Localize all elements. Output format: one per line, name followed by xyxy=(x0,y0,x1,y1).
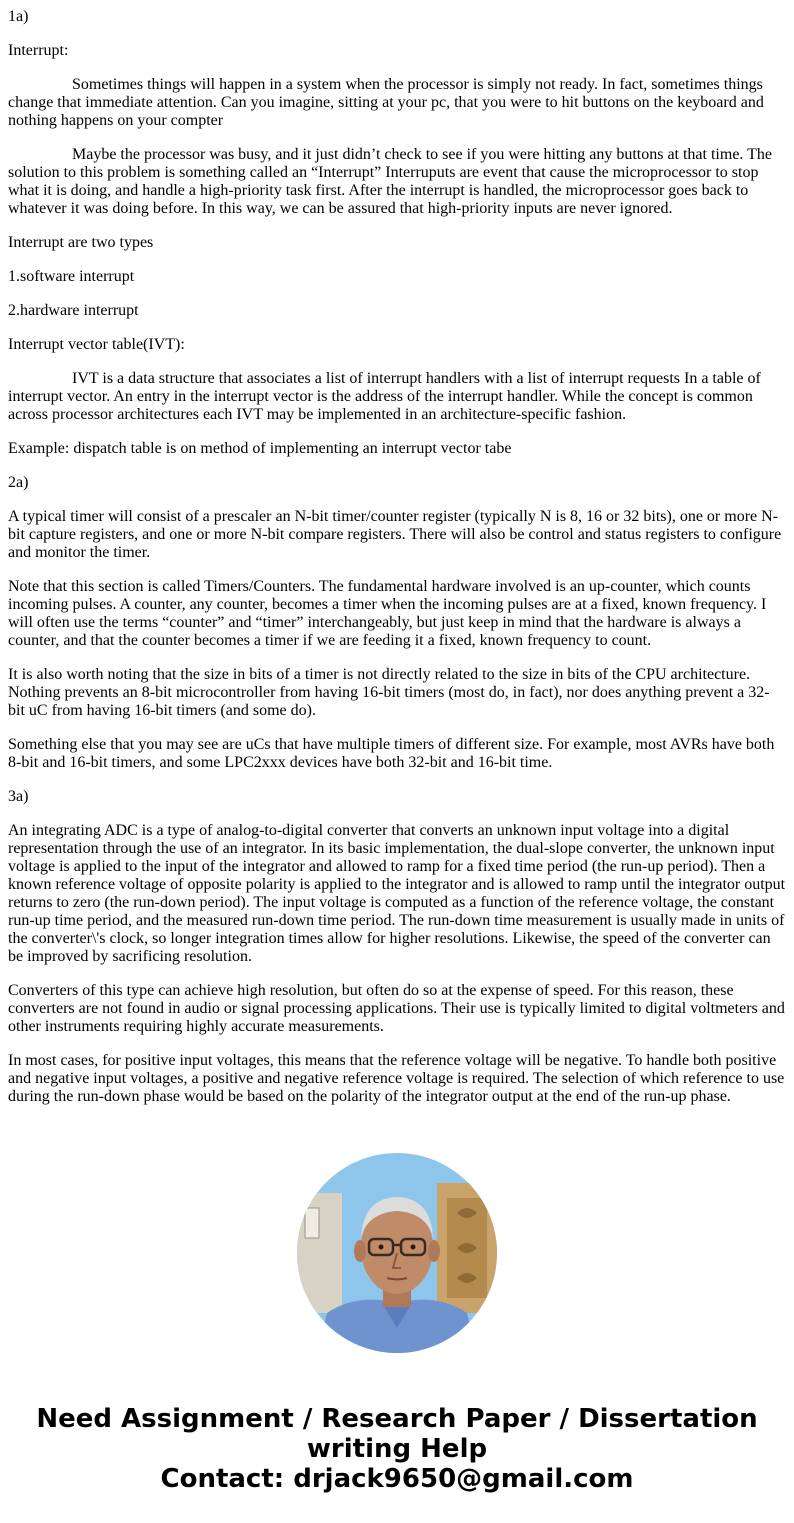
paragraph-timer-size: It is also worth noting that the size in bits of a timer is not directly related to the size in bits of the CPU architecture. Nothing prevents an 8-bit microcontroller from having 16-bit timers (most do, in fact), nor does anything prevent a 32-bit uC from having 16-bit timers (and some do). xyxy=(8,666,770,719)
promo-line-1: Need Assignment / Research Paper / Dissertation xyxy=(36,1404,758,1434)
paragraph-adc-resolution: Converters of this type can achieve high resolution, but often do so at the expense of speed. For this reason, these converters are not found in audio or signal processing applications. Their use is typically limited to digital voltmeters and other instruments requiring highly accurate measurements. xyxy=(8,982,785,1035)
heading-2a: 2a) xyxy=(8,474,29,491)
list-item-hardware-interrupt: 2.hardware interrupt xyxy=(8,302,139,319)
promo-banner xyxy=(0,1404,794,1494)
promo-contact: Contact: drjack9650@gmail.com xyxy=(160,1464,634,1494)
paragraph-ivt: IVT is a data structure that associates a list of interrupt handlers with a list of interrupt requests In a table of interrupt vector. An entry in the interrupt vector is the address of the interrupt handler. While the concept is common across processor architectures each IVT may be implemented in an architecture-specific fashion. xyxy=(8,370,761,423)
heading-1a: 1a) xyxy=(8,8,29,25)
paragraph-interrupt-types: Interrupt are two types xyxy=(8,234,154,251)
heading-ivt: Interrupt vector table(IVT): xyxy=(8,336,185,353)
paragraph-timer-structure: A typical timer will consist of a prescaler an N-bit timer/counter register (typically N is 8, 16 or 32 bits), one or more N-bit capture registers, and one or more N-bit compare registers. There will also be control and status registers to configure and monitor the timer. xyxy=(8,508,782,561)
heading-3a: 3a) xyxy=(8,788,29,805)
author-portrait-icon xyxy=(297,1153,497,1353)
heading-interrupt: Interrupt: xyxy=(8,42,69,59)
paragraph-ivt-example: Example: dispatch table is on method of implementing an interrupt vector tabe xyxy=(8,440,512,457)
list-item-software-interrupt: 1.software interrupt xyxy=(8,268,135,285)
paragraph-multiple-timers: Something else that you may see are uCs that have multiple timers of different size. For example, most AVRs have both 8-bit and 16-bit timers, and some LPC2xxx devices have both 32-bit and 16-bit time. xyxy=(8,736,775,771)
author-avatar xyxy=(297,1153,497,1353)
promo-line-2: writing Help xyxy=(306,1434,488,1464)
paragraph-integrating-adc: An integrating ADC is a type of analog-to-digital converter that converts an unknown input voltage into a digital representation through the use of an integrator. In its basic implementation, the dual-slope converter, the unknown input voltage is applied to the input of the integrator and allowed to ramp for a fixed time period (the run-up period). Then a known reference voltage of opposite polarity is applied to the integrator and is allowed to ramp until the integrator output returns to zero (the run-down period). The input voltage is computed as a function of the reference voltage, the constant run-up time period, and the measured run-down time period. The run-down time measurement is usually made in units of the converter\'s clock, so longer integration times allow for higher resolutions. Likewise, the speed of the converter can be improved by sacrificing resolution. xyxy=(8,822,786,965)
document-body xyxy=(8,0,786,1122)
paragraph-timers-counters: Note that this section is called Timers/Counters. The fundamental hardware involved is an up-counter, which counts incoming pulses. A counter, any counter, becomes a timer when the incoming pulses are at a fixed, known frequency. I will often use the terms “counter” and “timer” interchangeably, but just keep in mind that the hardware is always a counter, and that the counter becomes a timer if we are feeding it a fixed, known frequency to count. xyxy=(8,578,767,649)
paragraph-interrupt-solution: Maybe the processor was busy, and it just didn’t check to see if you were hitting any buttons at that time. The solution to this problem is something called an “Interrupt” Interruputs are event that cause the microprocessor to stop what it is doing, and handle a high-priority task first. After the interrupt is handled, the microprocessor goes back to whatever it was doing before. In this way, we can be assured that high-priority inputs are never ignored. xyxy=(8,146,772,217)
paragraph-interrupt-intro: Sometimes things will happen in a system when the processor is simply not ready. In fact, sometimes things change that immediate attention. Can you imagine, sitting at your pc, that you were to hit buttons on the keyboard and nothing happens on your compter xyxy=(8,76,764,129)
paragraph-reference-voltage: In most cases, for positive input voltages, this means that the reference voltage will be negative. To handle both positive and negative input voltages, a positive and negative reference voltage is required. The selection of which reference to use during the run-down phase would be based on the polarity of the integrator output at the end of the run-up phase. xyxy=(8,1052,785,1105)
